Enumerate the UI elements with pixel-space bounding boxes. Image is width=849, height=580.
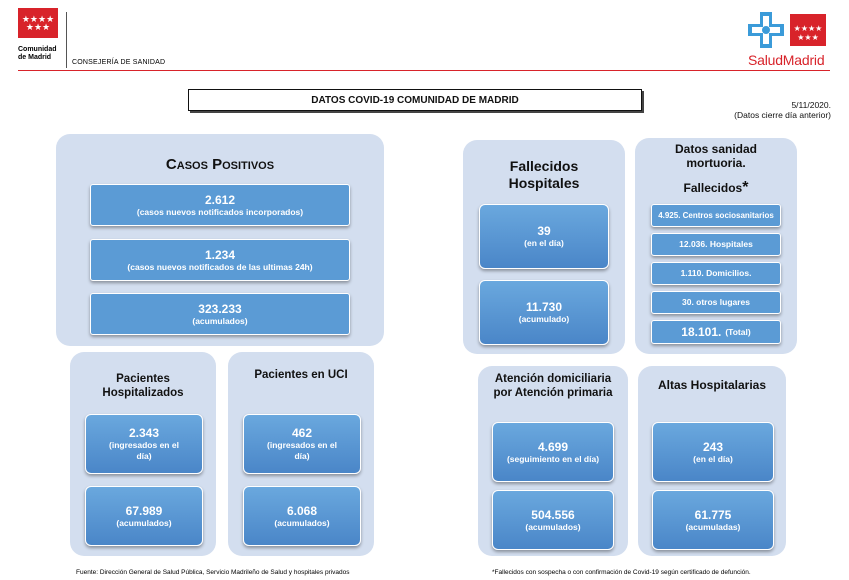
tile-label: (seguimiento en el día) (506, 453, 600, 464)
page-title: DATOS COVID-19 COMUNIDAD DE MADRID (188, 89, 642, 111)
hospitalizados-panel (70, 352, 216, 556)
tile-value: 11.730 (525, 300, 563, 314)
header-rule (18, 70, 830, 71)
comunidad-madrid-logo (18, 8, 64, 68)
altas-tile-acumuladas (652, 490, 774, 550)
tile-label: (casos nuevos notificados de las ultimas 24h) (127, 261, 313, 272)
date-note: (Datos cierre día anterior) (734, 110, 831, 120)
footer-source: Fuente: Dirección General de Salud Pública, Servicio Madrileño de Salud y hospitales privados (76, 569, 350, 576)
casos-heading: Casos Positivos (165, 156, 275, 173)
uci-tile-dia (243, 414, 361, 474)
consejeria-label: CONSEJERÍA DE SANIDAD (72, 59, 166, 66)
org-name-line1: Comunidad (18, 46, 57, 53)
fallecidos-heading: Fallecidos Hospitales (508, 158, 580, 191)
tile-value: 61.775 (694, 507, 732, 522)
mortuoria-item (651, 262, 781, 285)
atencion-tile-acumulados (492, 490, 614, 550)
tile-value: 67.989 (125, 503, 163, 518)
altas-tile-dia (652, 422, 774, 482)
mortuoria-subheading (635, 181, 797, 195)
medical-cross-icon (748, 12, 784, 48)
mortuoria-heading: Datos sanidad mortuoria. (674, 142, 758, 170)
tile-label: (acumulados) (525, 521, 581, 532)
tile-label: (acumulados) (116, 517, 172, 528)
mortuoria-item (651, 233, 781, 256)
tile-label: (en el día) (524, 238, 564, 248)
tile-value: 6.068 (286, 503, 318, 518)
uci-panel (228, 352, 374, 556)
tile-value: 4.699 (537, 439, 569, 454)
tile-value: 2.343 (128, 426, 160, 440)
tile-label: (acumulados) (192, 315, 248, 326)
mortuoria-total (651, 320, 781, 344)
tile-label: (ingresados en el día) (109, 440, 179, 461)
atencion-heading: Atención domiciliaria por Atención primaria (493, 373, 613, 399)
footer-note: *Fallecidos con sospecha o con confirmación de Covid-19 según certificado de defunción. (492, 569, 751, 576)
item-label: 30. otros lugares (681, 297, 751, 307)
total-value: 18.101. (681, 325, 722, 339)
tile-value: 504.556 (531, 507, 575, 522)
atencion-domiciliaria-panel (478, 366, 628, 556)
mortuoria-item (651, 204, 781, 227)
hospitalizados-heading: Pacientes Hospitalizados (102, 373, 184, 399)
asterisk-mark: * (742, 179, 749, 196)
casos-tile-24h (90, 239, 350, 281)
tile-label: (acumuladas) (685, 521, 741, 532)
report-date (734, 100, 831, 120)
atencion-tile-dia (492, 422, 614, 482)
tile-label: (acumulado) (518, 314, 570, 324)
salud-madrid-logo (748, 12, 828, 70)
fallecidos-label: Fallecidos (683, 181, 743, 195)
item-label: 1.110. Domicilios. (680, 268, 752, 278)
altas-hospitalarias-panel (638, 366, 786, 556)
fallecidos-tile-dia (479, 204, 609, 269)
tile-value: 2.612 (204, 192, 236, 207)
item-label: 12.036. Hospitales (679, 239, 753, 249)
uci-heading: Pacientes en UCI (254, 369, 348, 381)
item-label: 4.925. Centros sociosanitarios (658, 211, 774, 220)
header-divider (66, 12, 67, 68)
tile-value: 39 (537, 224, 551, 238)
total-label: (Total) (725, 326, 751, 337)
tile-value: 243 (702, 439, 724, 454)
fallecidos-hospitales-panel (463, 140, 625, 354)
casos-tile-nuevos (90, 184, 350, 226)
tile-label: (en el día) (693, 453, 733, 464)
hospitalizados-tile-acumulados (85, 486, 203, 546)
fallecidos-tile-acumulado (479, 280, 609, 345)
uci-tile-acumulados (243, 486, 361, 546)
sanidad-mortuoria-panel (635, 138, 797, 354)
madrid-flag-icon: ★★★★ ★★★ (18, 8, 58, 38)
tile-value: 462 (291, 426, 313, 440)
tile-value: 1.234 (204, 247, 236, 262)
mortuoria-item (651, 291, 781, 314)
salud-madrid-text: SaludMadrid (748, 52, 825, 68)
tile-label: (acumulados) (274, 517, 330, 528)
org-name-line2: de Madrid (18, 54, 52, 61)
casos-tile-acumulados (90, 293, 350, 335)
date-value: 5/11/2020. (791, 100, 831, 110)
casos-positivos-panel (56, 134, 384, 346)
altas-heading: Altas Hospitalarias (657, 378, 767, 392)
madrid-flag-icon: ★★★★ ★★★ (790, 14, 826, 46)
hospitalizados-tile-dia (85, 414, 203, 474)
tile-label: (casos nuevos notificados incorporados) (136, 206, 304, 217)
tile-label: (ingresados en el día) (267, 440, 337, 461)
tile-value: 323.233 (198, 301, 242, 316)
